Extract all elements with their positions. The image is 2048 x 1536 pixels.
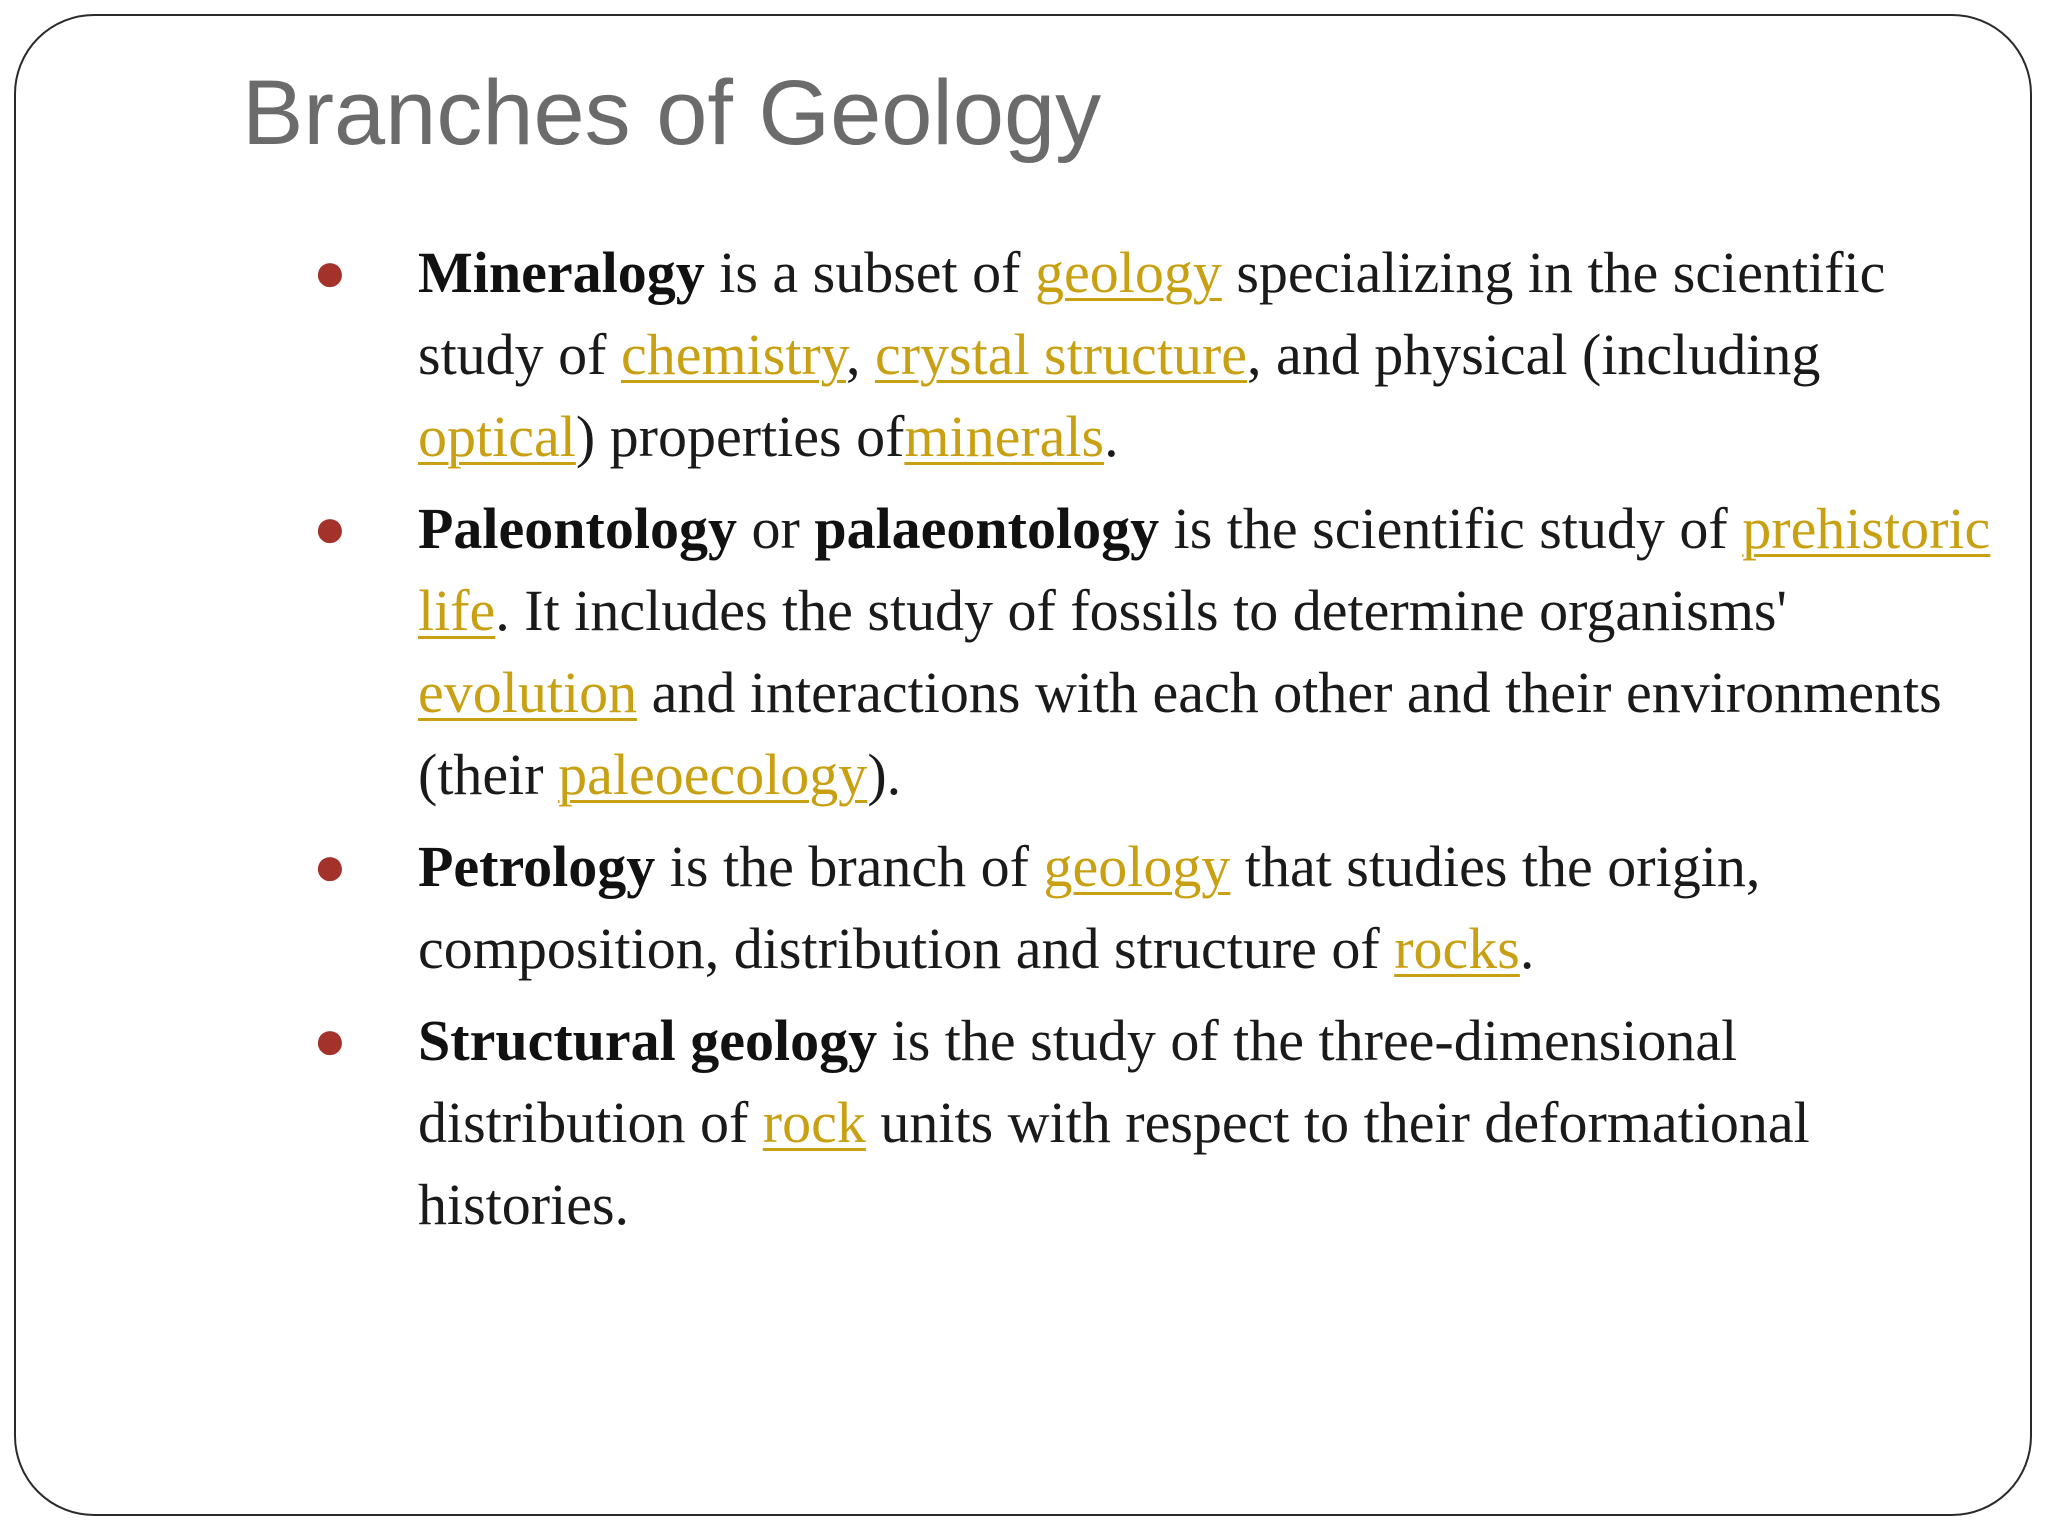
text: that studies the origin, composition, distribution and structure of xyxy=(418,834,1761,981)
link-life[interactable]: life xyxy=(418,578,496,643)
bullet-dot-icon: ● xyxy=(313,836,347,898)
bullet-paleontology xyxy=(313,488,2008,816)
bullet-dot-icon: ● xyxy=(313,242,347,304)
text: specializing in the scientific study of xyxy=(418,240,1886,387)
link-optical[interactable]: optical xyxy=(418,404,576,469)
term-petrology: Petrology xyxy=(418,834,656,899)
slide-frame xyxy=(14,14,2032,1516)
text: units with respect to their deformational histories. xyxy=(418,1090,1810,1237)
text: . xyxy=(1519,916,1535,981)
slide-title: Branches of Geology xyxy=(242,62,1102,164)
link-evolution[interactable]: evolution xyxy=(418,660,638,725)
text: and interactions with each other and their environments (their xyxy=(418,660,1942,807)
text: is the branch of xyxy=(655,834,1044,899)
text: ). xyxy=(867,742,902,807)
text: is the scientific study of xyxy=(1159,496,1743,561)
text: or xyxy=(736,496,815,561)
text: is a subset of xyxy=(704,240,1035,305)
link-crystal-structure[interactable]: crystal structure xyxy=(874,322,1247,387)
term-structural-geology: Structural geology xyxy=(418,1008,878,1073)
link-chemistry[interactable]: chemistry xyxy=(621,322,846,387)
bullet-dot-icon: ● xyxy=(313,498,347,560)
text: ) properties of xyxy=(575,404,905,469)
text: , and physical (including xyxy=(1246,322,1821,387)
bullet-dot-icon: ● xyxy=(313,1010,347,1072)
bullet-list xyxy=(313,232,2008,1256)
link-rocks[interactable]: rocks xyxy=(1394,916,1520,981)
term-mineralogy: Mineralogy xyxy=(418,240,705,305)
bullet-mineralogy xyxy=(313,232,2008,478)
link-rock[interactable]: rock xyxy=(762,1090,866,1155)
link-paleoecology[interactable]: paleoecology xyxy=(558,742,868,807)
text: is the study of the three-dimensional distribution of xyxy=(418,1008,1738,1155)
link-geology[interactable]: geology xyxy=(1034,240,1222,305)
link-minerals[interactable]: minerals xyxy=(904,404,1105,469)
link-prehistoric[interactable]: prehistoric xyxy=(1742,496,1991,561)
text: , xyxy=(845,322,875,387)
term-paleontology: Paleontology xyxy=(418,496,737,561)
text: . It includes the study of fossils to determine organisms' xyxy=(495,578,1787,643)
bullet-structural-geology xyxy=(313,1000,2008,1246)
bullet-petrology xyxy=(313,826,2008,990)
term-palaeontology: palaeontology xyxy=(814,496,1160,561)
link-geology[interactable]: geology xyxy=(1043,834,1231,899)
text: . xyxy=(1104,404,1119,469)
